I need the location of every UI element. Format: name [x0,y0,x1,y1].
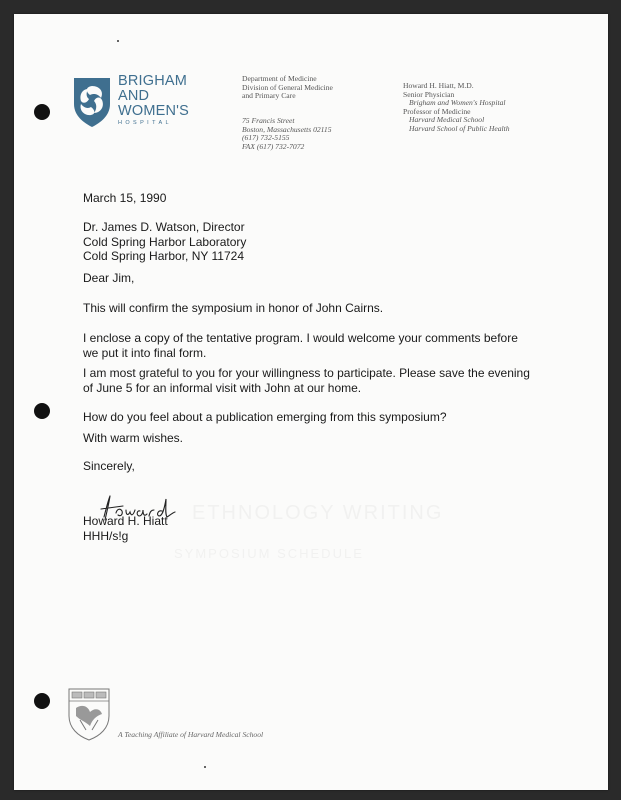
paragraph-line: This will confirm the symposium in honor of John Cairns. [83,301,384,315]
recipient-line: Dr. James D. Watson, Director [83,220,245,234]
hospital-name-line: BRIGHAM [118,73,188,89]
signature-block [83,514,583,543]
paragraph-1 [83,301,583,316]
paper-speck [117,40,119,42]
salutation [83,271,583,286]
closing-text: Sincerely, [83,459,135,473]
department-block [242,75,333,101]
punch-hole-middle [34,403,50,419]
paragraph-2 [83,331,583,360]
hospital-name [118,74,189,127]
affiliation-text: A Teaching Affiliate of Harvard Medical School [118,730,264,739]
closing [83,459,583,474]
person-name: Howard H. Hiatt, M.D. [403,81,474,90]
recipient-line: Cold Spring Harbor, NY 11724 [83,249,244,263]
person-title-sub: Harvard Medical School [409,115,485,125]
harvard-shield-icon [66,686,112,742]
paragraph-line: of June 5 for an informal visit with John at our home. [83,380,362,395]
person-title: Senior Physician [403,89,455,99]
letter-date [83,191,583,206]
address-line: 75 Francis Street [242,116,295,125]
paragraph-3 [83,366,583,395]
bleed-through-text: ETHNOLOGY WRITING [192,502,444,524]
paragraph-line: How do you feel about a publication emerging from this symposium? [83,410,447,424]
person-block [403,82,510,134]
letter-page [14,14,608,790]
department-line: Department of Medicine [242,74,317,83]
department-line: and Primary Care [242,91,296,101]
hospital-logo-icon [72,76,112,128]
address-line: FAX (617) 732-7072 [242,141,305,151]
salutation-text: Dear Jim, [83,271,135,285]
address-line: Boston, Massachusetts 02115 [242,124,332,134]
recipient-line: Cold Spring Harbor Laboratory [83,234,247,249]
bleed-through-text: SYMPOSIUM SCHEDULE [174,546,364,561]
address-block [242,117,332,151]
punch-hole-bottom [34,693,50,709]
address-line: (617) 732-5155 [242,133,290,143]
person-title: Professor of Medicine [403,106,471,116]
paragraph-line: I enclose a copy of the tentative program. I would welcome your comments before [83,331,518,345]
paragraph-line: With warm wishes. [83,431,184,445]
paper-speck [204,766,206,768]
person-title-sub: Brigham and Women's Hospital [409,98,506,108]
punch-hole-top [34,104,50,120]
hospital-name-sub: HOSPITAL [118,120,172,126]
paragraph-line: we put it into final form. [83,345,207,360]
paragraph-line: I am most grateful to you for your willingness to participate. Please save the evening [83,366,530,380]
department-line: Division of General Medicine [242,82,333,92]
hospital-name-line: AND [118,88,150,104]
hospital-name-line: WOMEN'S [118,103,190,119]
paragraph-4 [83,410,583,425]
signer-name: Howard H. Hiatt [83,514,168,528]
typist-initials: HHH/s!g [83,528,129,543]
date-text: March 15, 1990 [83,191,167,205]
recipient-address [83,220,583,264]
paragraph-5 [83,431,583,446]
person-title-sub: Harvard School of Public Health [409,123,510,133]
